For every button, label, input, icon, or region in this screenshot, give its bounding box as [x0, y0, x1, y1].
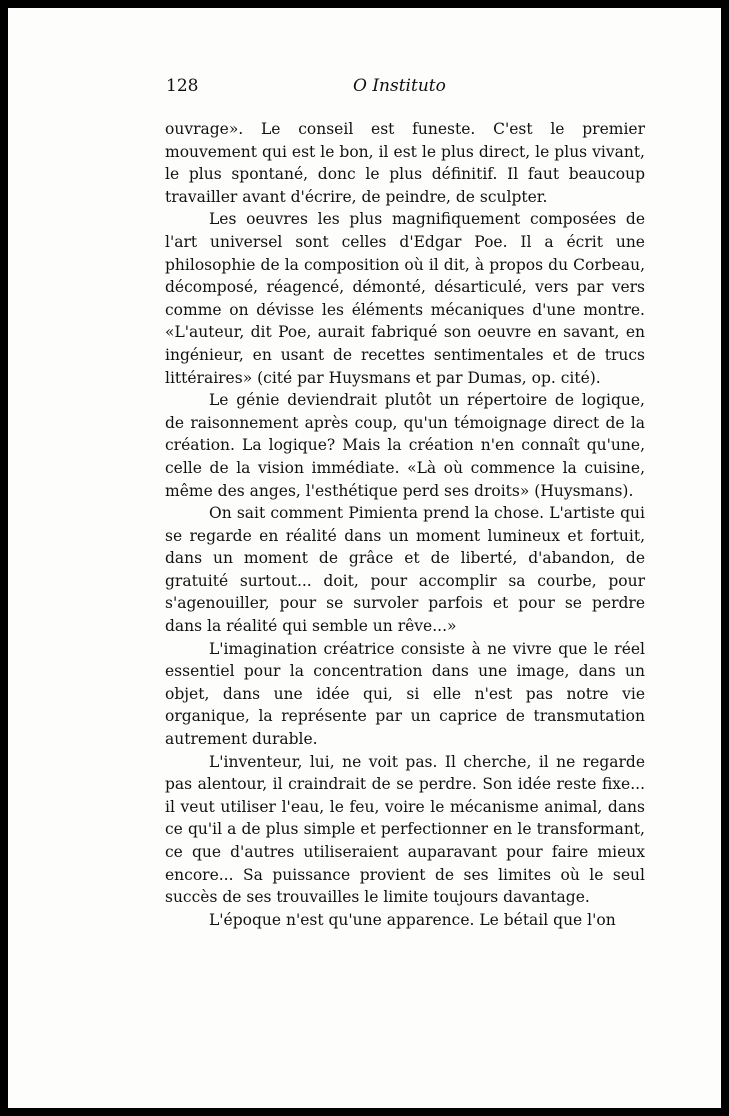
paragraph-6: L'inventeur, lui, ne voit pas. Il cherche, il ne regarde pas alentour, il craindrait de se perdre. Son idée reste fixe... il veut utiliser l'eau, le feu, voire le mécanisme animal, dans ce qu'il a de plus simple et perfectionner en le transformant, ce que d'autres utiliseraient auparavant pour faire mieux encore... Sa puissance provient de ses limites où le seul succès de ses trouvailles le limite toujours davantage. — [165, 752, 645, 907]
journal-title: O Instituto — [353, 76, 446, 96]
paragraph-4: On sait comment Pimienta prend la chose. L'artiste qui se regarde en réalité dans un moment lumineux et fortuit, dans un moment de grâce et de liberté, d'abandon, de gratuité surtout... doit, pour accomplir sa courbe, pour s'agenouiller, pour se survoler parfois et pour se perdre dans la réalité qui semble un rêve...» — [165, 504, 645, 636]
running-header — [8, 70, 721, 100]
page-number: 128 — [166, 76, 199, 96]
document-page — [8, 8, 721, 1108]
paragraph-2: Les oeuvres les plus magnifiquement composées de l'art universel sont celles d'Edgar Poe. Il a écrit une philosophie de la composition où il dit, à propos du Corbeau, décomposé, réagencé, démonté, désarticulé, vers par vers comme on dévisse les éléments mécaniques d'une montre. «L'auteur, dit Poe, aurait fabriqué son oeuvre en savant, en ingénieur, en usant de recettes sentimentales et de trucs littéraires» (cité par Huysmans et par Dumas, op. cité). — [165, 210, 645, 387]
paragraph-7: L'époque n'est qu'une apparence. Le bétail que l'on — [209, 910, 616, 929]
paragraph-3: Le génie deviendrait plutôt un répertoire de logique, de raisonnement après coup, qu'un témoignage direct de la création. La logique? Mais la création n'en connaît qu'une, celle de la vision immédiate. «Là où commence la cuisine, même des anges, l'esthétique perd ses droits» (Huysmans). — [165, 391, 645, 500]
paragraph-1: ouvrage». Le conseil est funeste. C'est le premier mouvement qui est le bon, il est le plus direct, le plus vivant, le plus spontané, donc le plus définitif. Il faut beaucoup travailler avant d'écrire, de peindre, de sculpter. — [165, 120, 645, 206]
paragraph-5: L'imagination créatrice consiste à ne vivre que le réel essentiel pour la concentration dans une image, dans un objet, dans une idée qui, si elle n'est pas notre vie organique, la représente par un caprice de transmutation autrement durable. — [165, 639, 645, 749]
body-text — [165, 118, 645, 931]
